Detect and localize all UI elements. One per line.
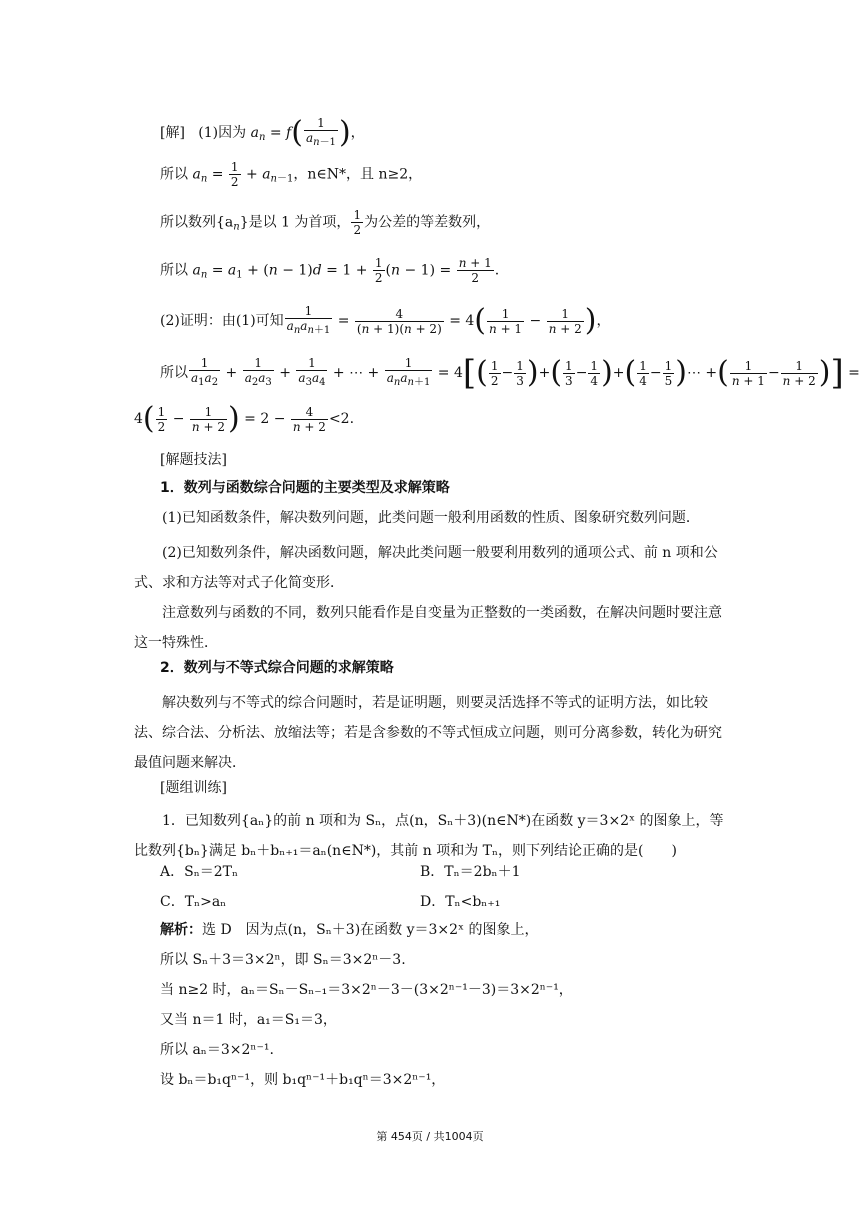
method-section-1-para-1: (1)已知函数条件，解决数列问题，此类问题一般利用函数的性质、图象研究数列问题． <box>162 510 700 526</box>
method-heading: [解题技法] <box>160 452 227 468</box>
solution-line-7: 4( $\frac{1}{2}$ − $\frac{1}{n + 2}$ ) = 2 − $\frac{4}{n + 2}$ <2. <box>134 401 355 436</box>
solution-line-1: [解] (1)因为 $a_n = f$( $\frac{1}{a_{n-1}}$ )， <box>160 115 365 150</box>
option-b: B．Tₙ＝2bₙ＋1 <box>420 864 521 880</box>
analysis-line-6: 设 bₙ＝b₁qⁿ⁻¹，则 b₁qⁿ⁻¹＋b₁qⁿ＝3×2ⁿ⁻¹， <box>160 1072 446 1088</box>
practice-heading: [题组训练] <box>160 780 227 796</box>
question-1-text: 1．已知数列{aₙ}的前 n 项和为 Sₙ，点(n，Sₙ＋3)(n∈N*)在函数 y＝3×2ˣ 的图象上，等比数列{bₙ}满足 bₙ＋bₙ₊₁＝aₙ(n∈N*)，其前 n 项和为 Tₙ，则下列结论正确的是( ) <box>134 813 724 859</box>
analysis-line-4: 又当 n＝1 时，a₁＝S₁＝3， <box>160 1012 337 1028</box>
solution-line-2: 所以 $a_n$ = $\frac{1}{2}$ + $a_{n-1}$，n∈N*，且 n≥2， <box>160 160 423 189</box>
analysis-line-3: 当 n≥2 时，aₙ＝Sₙ－Sₙ₋₁＝3×2ⁿ－3－(3×2ⁿ⁻¹－3)＝3×2ⁿ⁻¹， <box>160 982 573 998</box>
analysis-line-5: 所以 aₙ＝3×2ⁿ⁻¹. <box>160 1042 274 1058</box>
analysis-line-2: 所以 Sₙ＋3＝3×2ⁿ，即 Sₙ＝3×2ⁿ－3. <box>160 952 406 968</box>
method-section-1-title: 1．数列与函数综合问题的主要类型及求解策略 <box>160 480 450 496</box>
method-section-2-title: 2．数列与不等式综合问题的求解策略 <box>160 660 394 676</box>
solution-line-3: 所以数列$\{a_n\}$是以 1 为首项， $\frac{1}{2}$ 为公差的等差数列， <box>160 208 491 237</box>
solution-label: [解] <box>160 125 185 141</box>
method-section-2-para: 解决数列与不等式的综合问题时，若是证明题，则要灵活选择不等式的证明方法，如比较法、综合法、分析法、放缩法等；若是含参数的不等式恒成立问题，则可分离参数，转化为研究最值问题来解决． <box>134 695 722 771</box>
analysis-line-1: 解析：选 D 因为点(n，Sₙ＋3)在函数 y＝3×2ˣ 的图象上， <box>160 922 539 938</box>
option-a: A．Sₙ＝2Tₙ <box>160 864 239 880</box>
method-section-1-para-2: (2)已知数列条件，解决函数问题，解决此类问题一般要利用数列的通项公式、前 n 项和公式、求和方法等对式子化简变形． <box>134 545 718 591</box>
solution-line-6: 所以 $\frac{1}{a_1a_2}$ + $\frac{1}{a_2a_3}$ + $\frac{1}{a_3a_4}$ + ⋯ + $\frac{1}{a_na_{n+1}}$ = 4[( $\frac{1}{2}$ − $\frac{1}{3}$ )+( $\frac{1}{3}$ − $\frac{1}{4}$ )+( $\frac{1}{4}$ − $\frac{1}{5}$ )⋯ +( $\frac{1}{n + 1}$ − $\frac{1}{n + 2}$ )] = <box>160 353 860 393</box>
option-d: D．Tₙ<bₙ₊₁ <box>420 894 501 910</box>
part1-prefix: (1)因为 <box>198 125 247 141</box>
option-c: C．Tₙ>aₙ <box>160 894 227 910</box>
method-section-1-note: 注意数列与函数的不同，数列只能看作是自变量为正整数的一类函数，在解决问题时要注意这一特殊性． <box>134 605 722 651</box>
analysis-label: 解析： <box>160 922 202 938</box>
solution-line-4: 所以 $a_n = a_1 + (n - 1)d = 1$ + $\frac{1}{2}$ (n − 1) = $\frac{n + 1}{2}$ . <box>160 256 500 285</box>
page-number: 第 454页 / 共1004页 <box>376 1130 484 1143</box>
solution-line-5: (2)证明：由(1)可知 $\frac{1}{a_na_{n+1}}$ = $\frac{4}{(n + 1)(n + 2)}$ = 4( $\frac{1}{n + 1}$ − $\frac{1}{n + 2}$ )， <box>160 303 611 338</box>
